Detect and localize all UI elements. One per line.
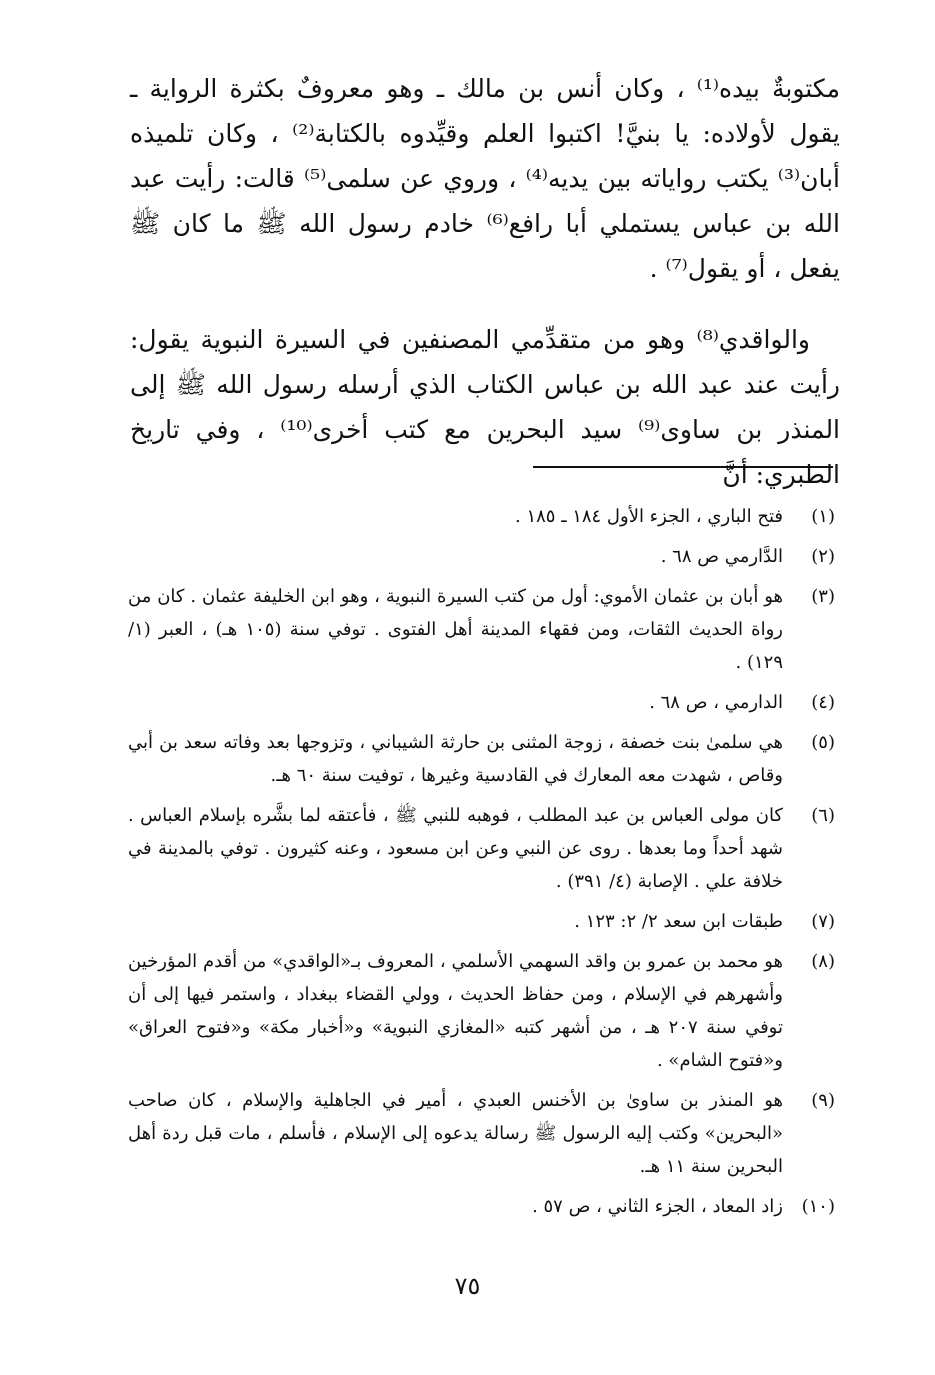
footnote-number: (٥)	[811, 732, 835, 753]
footnote	[128, 905, 835, 938]
footnote	[128, 945, 835, 1077]
footnote-text: الدَّارمي ص ٦٨ .	[660, 546, 783, 567]
footnote-number: (٣)	[811, 586, 835, 607]
footnote-text: هي سلمىٰ بنت خصفة ، زوجة المثنى بن حارثة الشيباني ، وتزوجها بعد وفاته سعد بن أبي وقاص ، شهدت معه المعارك في القادسية وغيرها ، توفيت سنة ٦٠ هـ.	[128, 732, 783, 786]
footnote-text: هو المنذر بن ساوىٰ بن الأخنس العبدي ، أمير في الجاهلية والإسلام ، كان صاحب «البحرين» وكتب إليه الرسول ﷺ رسالة يدعوه إلى الإسلام ، فأسلم ، مات قبل ردة أهل البحرين سنة ١١ هـ.	[128, 1090, 783, 1177]
footnote	[128, 540, 835, 573]
footnote-number: (٧)	[811, 911, 835, 932]
footnote-number: (٢)	[811, 546, 835, 567]
footnote	[128, 580, 835, 679]
footnote	[128, 1084, 835, 1183]
footnote-separator	[533, 466, 833, 468]
footnote-text: كان مولى العباس بن عبد المطلب ، فوهبه للنبي ﷺ ، فأعتقه لما بشَّره بإسلام العباس . شهد أحداً وما بعدها . روى عن النبي وعن ابن مسعود ، وعنه كثيرون . توفي بالمدينة في خلافة علي . الإصابة (٤/ ٣٩١) .	[128, 805, 783, 892]
page-number: ٧٥	[454, 1272, 481, 1300]
footnote-number: (٩)	[811, 1090, 835, 1111]
footnote-text: هو محمد بن عمرو بن واقد السهمي الأسلمي ، المعروف بـ«الواقدي» من أقدم المؤرخين وأشهرهم في الإسلام ، ومن حفاظ الحديث ، وولي القضاء ببغداد ، واستمر فيها إلى أن توفي سنة ٢٠٧ هـ ، من أشهر كتبه «المغازي النبوية» و«أخبار مكة» و«فتوح العراق» و«فتوح الشام» .	[128, 951, 783, 1071]
body-paragraph-2: والواقدي⁽⁸⁾ وهو من متقدِّمي المصنفين في السيرة النبوية يقول: رأيت عند عبد الله بن عباس الكتاب الذي أرسله رسول الله ﷺ إلى المنذر بن ساوى⁽⁹⁾ سيد البحرين مع كتب أخرى⁽¹⁰⁾ ، وفي تاريخ الطبري: أنَّ	[130, 325, 841, 489]
footnotes	[128, 500, 835, 1230]
footnote-text: هو أبان بن عثمان الأموي: أول من كتب السيرة النبوية ، وهو ابن الخليفة عثمان . كان من رواة الحديث الثقات، ومن فقهاء المدينة أهل الفتوى . توفي سنة (١٠٥ هـ) ، العبر (١/ ١٢٩) .	[128, 586, 783, 673]
footnote-text: زاد المعاد ، الجزء الثاني ، ص ٥٧ .	[532, 1196, 783, 1217]
footnote-number: (٦)	[811, 805, 835, 826]
footnote-number: (١)	[811, 506, 835, 527]
footnote-number: (٤)	[811, 692, 835, 713]
footnote	[128, 686, 835, 719]
footnote	[128, 1190, 835, 1223]
main-text	[130, 66, 840, 497]
footnote-text: طبقات ابن سعد ٢/ ٢: ١٢٣ .	[574, 911, 783, 932]
footnote-text: الدارمي ، ص ٦٨ .	[649, 692, 783, 713]
footnote	[128, 799, 835, 898]
footnote-number: (٨)	[811, 951, 835, 972]
footnote	[128, 726, 835, 792]
footnote-text: فتح الباري ، الجزء الأول ١٨٤ ـ ١٨٥ .	[515, 506, 783, 527]
body-paragraph-1: مكتوبةٌ بيده⁽¹⁾ ، وكان أنس بن مالك ـ وهو معروفٌ بكثرة الرواية ـ يقول لأولاده: يا بنيَّ! اكتبوا العلم وقيِّدوه بالكتابة⁽²⁾ ، وكان تلميذه أبان⁽³⁾ يكتب رواياته بين يديه⁽⁴⁾ ، وروي عن سلمى⁽⁵⁾ قالت: رأيت عبد الله بن عباس يستملي أبا رافع⁽⁶⁾ خادم رسول الله ﷺ ما كان ﷺ يفعل ، أو يقول⁽⁷⁾ .	[130, 74, 841, 283]
footnote-number: (١٠)	[801, 1196, 835, 1217]
footnote	[128, 500, 835, 533]
